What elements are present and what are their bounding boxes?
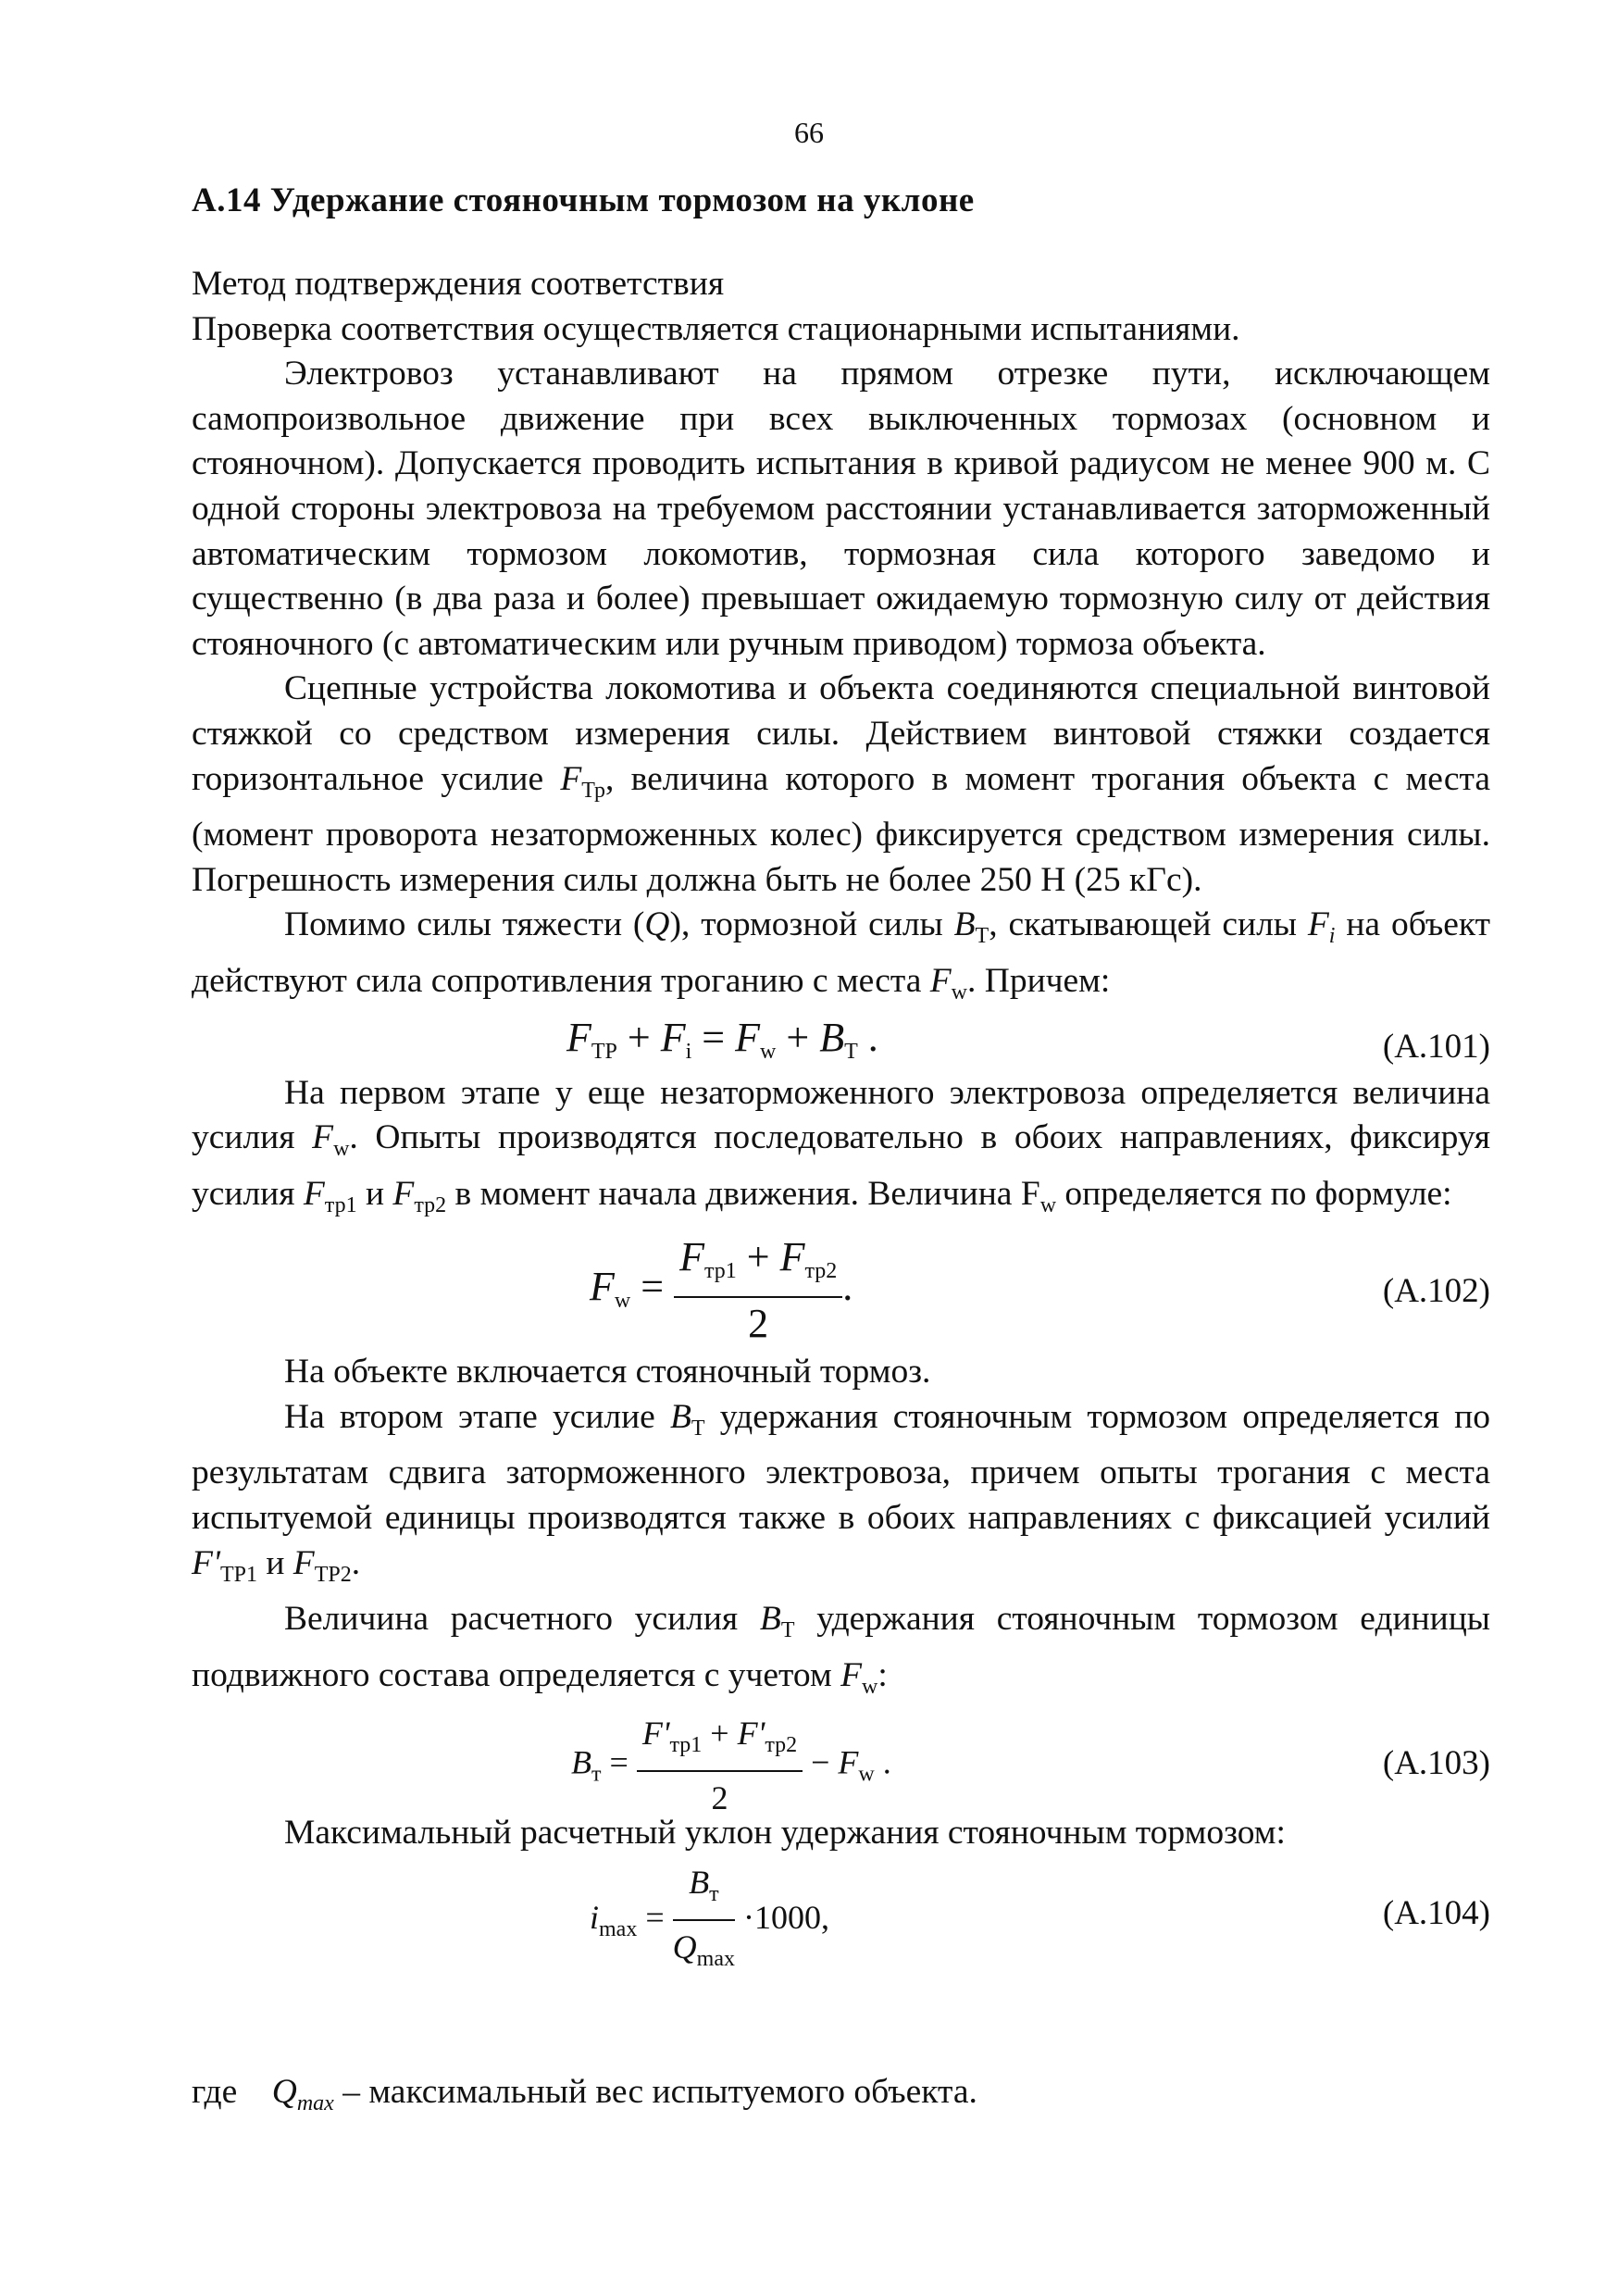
formula-a102: $F_w$ = $\frac{F_{тр1} + F_{тр2}}{2}$ . — [590, 1234, 853, 1346]
paragraph-3: Сцепные устройства локомотива и объекта соединяются специальной винтовой стяжкой со средством измерения силы. Действием винтовой стяжки создается горизонтальное усилие $F_{Тр}$, величина которого в момент трогания объекта с места (момент проворота незаторможенных колес) фиксируется средством измерения силы. Погрешность измерения силы должна быть не более 250 Н (25 кГс). — [192, 669, 1490, 899]
equation-a103 — [192, 1709, 1490, 1817]
formula-a101: $F_{ТР} + F_i = F_w + B_Т$ . — [566, 1014, 878, 1064]
equation-number-a103: (А.103) — [1382, 1744, 1490, 1783]
paragraph-9: Максимальный расчетный уклон удержания стояночным тормозом: — [284, 1814, 1286, 1853]
equation-number-a102: (А.102) — [1382, 1272, 1490, 1311]
method-title: Метод подтверждения соответствия — [192, 265, 725, 303]
fraction-a104: $\frac{B_т}{Q_{max}}$ — [673, 1860, 735, 1981]
fraction-a103: $\frac{F'_{тр1} + F'_{тр2}}{2}$ — [637, 1711, 803, 1820]
paragraph-6: На объекте включается стояночный тормоз. — [284, 1353, 931, 1391]
equation-number-a104: (А.104) — [1382, 1894, 1490, 1933]
section-heading: А.14 Удержание стояночным тормозом на уклоне — [192, 181, 975, 219]
paragraph-2: Электровоз устанавливают на прямом отрезке пути, исключающем самопроизвольное движение при всех выключенных тормозах (основном и стояночном). Допускается проводить испытания в кривой радиусом не менее 900 м. С одной стороны электровоза на требуемом расстоянии устанавливается заторможенный автоматическим тормозом локомотив, тормозная сила которого заведомо и существенно (в два раза и более) превышает ожидаемую тормозную силу от действия стояночного (с автоматическим или ручным приводом) тормоза объекта. — [192, 355, 1490, 663]
equation-a104 — [192, 1856, 1490, 1971]
where-clause: где $Q_{max}$ – максимальный вес испытуемого объекта. — [192, 2073, 977, 2115]
paragraph-4: Помимо силы тяжести (Q), тормозной силы $B_Т$, скатывающей силы $F_i$ на объект действуют сила сопротивления троганию с места $F_w$. Причем: — [192, 905, 1490, 1004]
paragraph-8: Величина расчетного усилия $B_Т$ удержания стояночным тормозом единицы подвижного состава определяется с учетом $F_w$: — [192, 1600, 1490, 1699]
equation-number-a101: (А.101) — [1382, 1027, 1490, 1066]
formula-a104: $i_{max}$ = $\frac{B_т}{Q_{max}}$ ·1000, — [590, 1860, 829, 1981]
equation-a102 — [192, 1228, 1490, 1350]
fraction-a102: $\frac{F_{тр1} + F_{тр2}}{2}$ — [674, 1235, 842, 1346]
page-number: 66 — [794, 116, 824, 149]
paragraph-5: На первом этапе у еще незаторможенного электровоза определяется величина усилия $F_w$. Опыты производятся последовательно в обоих направлениях, фиксируя усилия $F_{тр1}$ и $F_{тр2}$ в момент начала движения. Величина $F_w$ определяется по формуле: — [192, 1073, 1490, 1217]
paragraph-1: Проверка соответствия осуществляется стационарными испытаниями. — [192, 309, 1240, 348]
body-text — [192, 262, 1490, 1971]
formula-a103: $B_т$ = $\frac{F'_{тр1} + F'_{тр2}}{2}$ − $F_w$ . — [571, 1711, 891, 1820]
equation-a101 — [192, 1016, 1490, 1071]
paragraph-7: На втором этапе усилие $B_Т$ удержания стояночным тормозом определяется по результатам сдвига заторможенного электровоза, причем опыты трогания с места испытуемой единицы производятся также в обоих направлениях с фиксацией усилий $F'_{ТР1}$ и $F_{ТР2}$. — [192, 1397, 1490, 1587]
